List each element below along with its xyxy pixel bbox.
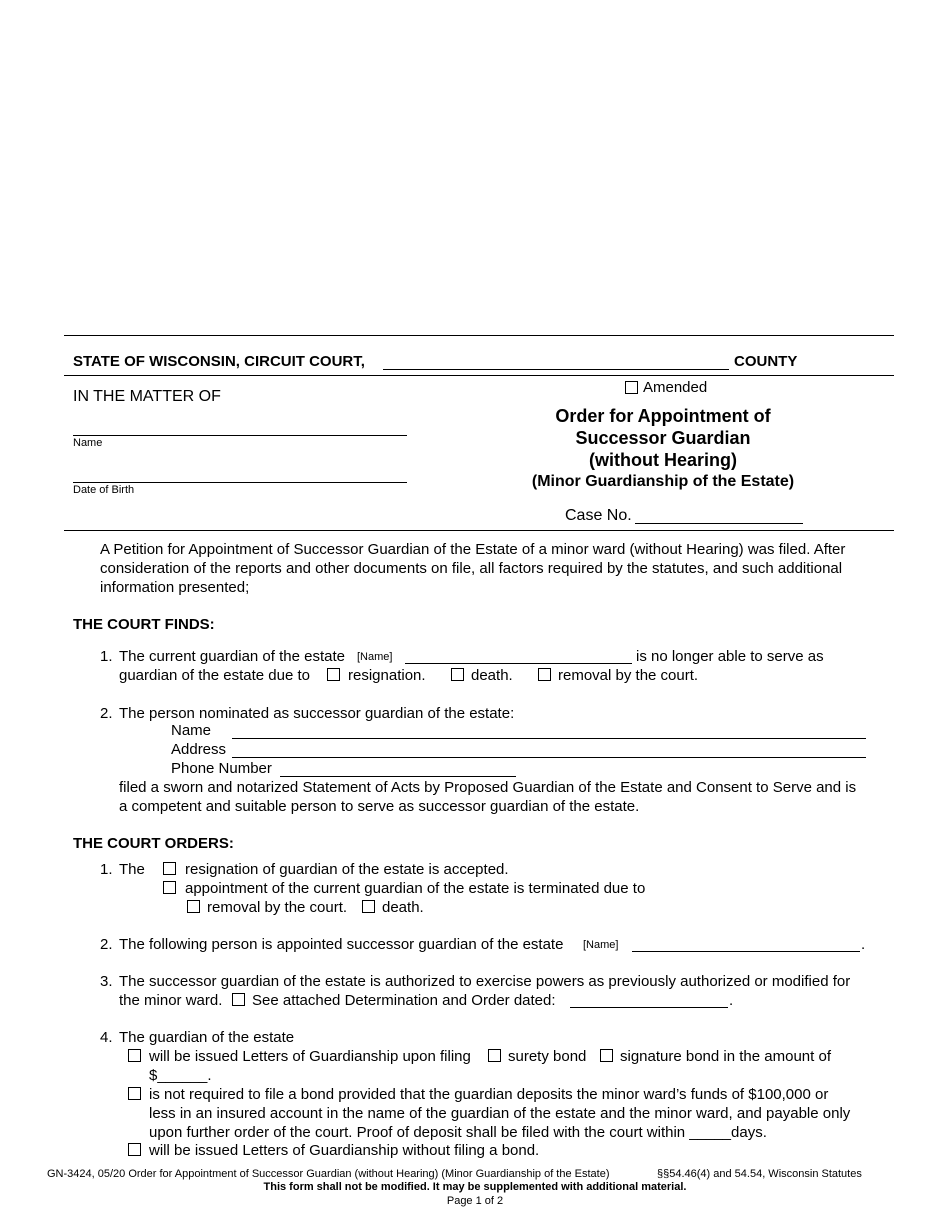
nominee-phone-field[interactable] xyxy=(280,776,516,777)
letters-upon-filing-checkbox[interactable] xyxy=(128,1049,141,1062)
amended-label: Amended xyxy=(643,379,708,396)
order-2-text: The following person is appointed successor guardian of the estate xyxy=(119,936,564,953)
orders-heading: THE COURT ORDERS: xyxy=(73,835,234,852)
nominee-address-label: Address xyxy=(171,741,227,758)
ward-dob-field[interactable] xyxy=(73,482,407,483)
finding-1-number: 1. xyxy=(100,648,113,665)
top-rule xyxy=(64,335,894,336)
nominee-address-field[interactable] xyxy=(232,757,866,758)
nominee-name-field[interactable] xyxy=(232,738,866,739)
order-3-number: 3. xyxy=(100,973,113,990)
intro-line1: A Petition for Appointment of Successor Guardian of the Estate of a minor ward (without Hearing) was filed. After xyxy=(100,541,846,558)
form-title-line4: (Minor Guardianship of the Estate) xyxy=(531,473,795,490)
terminated-removal-label: removal by the court. xyxy=(207,899,348,916)
findings-heading: THE COURT FINDS: xyxy=(73,616,215,633)
surety-bond-label: surety bond xyxy=(508,1048,587,1065)
resignation-label: resignation. xyxy=(348,667,426,684)
county-field[interactable] xyxy=(383,369,729,370)
no-bond-deposit-checkbox[interactable] xyxy=(128,1087,141,1100)
ward-name-label: Name xyxy=(73,437,103,449)
header-bottom-rule xyxy=(64,530,894,531)
amended-checkbox[interactable] xyxy=(625,381,638,394)
case-no-label: Case No. xyxy=(565,507,632,524)
bond-amount-field[interactable]: $______. xyxy=(149,1067,212,1084)
signature-bond-checkbox[interactable] xyxy=(600,1049,613,1062)
finding-1-text: The current guardian of the estate xyxy=(119,648,345,665)
nominee-phone-label: Phone Number xyxy=(171,760,272,777)
appointment-terminated-label: appointment of the current guardian of the estate is terminated due to xyxy=(185,880,646,897)
intro-line2: consideration of the reports and other documents on file, all factors required by the statutes, and such additional xyxy=(100,560,843,577)
matter-label: IN THE MATTER OF xyxy=(73,388,221,405)
nominee-name-label: Name xyxy=(171,722,212,739)
finding-2-line-a: filed a sworn and notarized Statement of Acts by Proposed Guardian of the Estate and Consent to Serve and is xyxy=(119,779,857,796)
order-1-number: 1. xyxy=(100,861,113,878)
footer-notice: This form shall not be modified. It may be supplemented with additional material. xyxy=(263,1181,687,1193)
order-3-line2-a: the minor ward. xyxy=(119,992,223,1009)
order-3-period: . xyxy=(729,992,734,1009)
case-no-field[interactable] xyxy=(635,523,803,524)
letters-without-bond-checkbox[interactable] xyxy=(128,1143,141,1156)
resignation-checkbox[interactable] xyxy=(327,668,340,681)
header-rule xyxy=(64,375,894,376)
terminated-removal-checkbox[interactable] xyxy=(187,900,200,913)
resignation-accepted-label: resignation of guardian of the estate is accepted. xyxy=(185,861,509,878)
court-prefix: STATE OF WISCONSIN, CIRCUIT COURT, xyxy=(73,353,365,370)
county-label: COUNTY xyxy=(734,353,798,370)
finding-1-line2: guardian of the estate due to xyxy=(119,667,310,684)
order-3-line2-b: See attached Determination and Order dated: xyxy=(252,992,556,1009)
footer-form-id: GN-3424, 05/20 Order for Appointment of Successor Guardian (without Hearing) (Minor Guardianship of the Estate) xyxy=(47,1168,610,1180)
order-4-number: 4. xyxy=(100,1029,113,1046)
finding-1-name-hint: [Name] xyxy=(357,651,393,663)
signature-bond-label: signature bond in the amount of xyxy=(620,1048,831,1065)
terminated-death-checkbox[interactable] xyxy=(362,900,375,913)
death-checkbox[interactable] xyxy=(451,668,464,681)
ward-name-field[interactable] xyxy=(73,435,407,436)
form-title-line1: Order for Appointment of xyxy=(555,406,771,426)
current-guardian-name-field[interactable] xyxy=(405,663,632,664)
letters-upon-filing-label: will be issued Letters of Guardianship upon filing xyxy=(149,1048,471,1065)
form-title-line2: Successor Guardian xyxy=(575,428,751,448)
order-2-name-hint: [Name] xyxy=(583,939,619,951)
death-label: death. xyxy=(471,667,513,684)
finding-2-number: 2. xyxy=(100,705,113,722)
finding-2-text: The person nominated as successor guardian of the estate: xyxy=(119,705,515,722)
no-bond-line3: upon further order of the court. Proof of deposit shall be filed with the court within _____days. xyxy=(149,1124,767,1141)
determination-date-field[interactable] xyxy=(570,1007,728,1008)
appointment-terminated-checkbox[interactable] xyxy=(163,881,176,894)
order-4-text: The guardian of the estate xyxy=(119,1029,295,1046)
no-bond-line2: less in an insured account in the name of the guardian of the estate and the minor ward, and payable only xyxy=(149,1105,851,1122)
removal-label: removal by the court. xyxy=(558,667,699,684)
form-title-line3: (without Hearing) xyxy=(589,450,737,470)
removal-checkbox[interactable] xyxy=(538,668,551,681)
resignation-accepted-checkbox[interactable] xyxy=(163,862,176,875)
successor-guardian-name-field[interactable] xyxy=(632,951,860,952)
order-2-period: . xyxy=(861,936,866,953)
finding-1-tail: is no longer able to serve as xyxy=(636,648,824,665)
finding-2-line-b: a competent and suitable person to serve as successor guardian of the estate. xyxy=(119,798,640,815)
footer-statutes: §§54.46(4) and 54.54, Wisconsin Statutes xyxy=(657,1168,862,1180)
order-2-number: 2. xyxy=(100,936,113,953)
attached-determination-checkbox[interactable] xyxy=(232,993,245,1006)
footer-page-number: Page 1 of 2 xyxy=(446,1195,504,1207)
order-3-line1: The successor guardian of the estate is authorized to exercise powers as previously authorized or modified for xyxy=(119,973,851,990)
order-1-the: The xyxy=(119,861,145,878)
intro-line3: information presented; xyxy=(100,579,250,596)
surety-bond-checkbox[interactable] xyxy=(488,1049,501,1062)
terminated-death-label: death. xyxy=(382,899,424,916)
letters-without-bond-label: will be issued Letters of Guardianship without filing a bond. xyxy=(149,1142,540,1159)
no-bond-line1: is not required to file a bond provided that the guardian deposits the minor ward’s funds of $100,000 or xyxy=(149,1086,829,1103)
ward-dob-label: Date of Birth xyxy=(73,484,135,496)
